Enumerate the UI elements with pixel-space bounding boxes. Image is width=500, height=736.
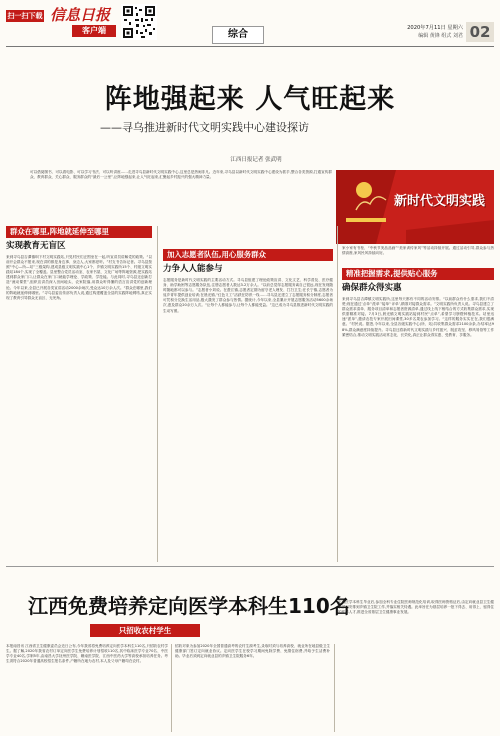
lead-byline: 江西日报记者 张武明: [230, 157, 282, 163]
col3-intro: 家小家有书柜、“中秋节美品品画”“美家训传家风”等活动持续开展。通过活动引导,群众参与热情高涨,家风民风持续向好。: [342, 246, 494, 256]
bottom-divider-1: [171, 644, 172, 732]
section-box: [212, 26, 264, 44]
new-era-banner: [336, 170, 494, 244]
col3-body: 来到寻乌县吉潭镇文明实践所,这里每天都有不同的活动安排。“以前群众有什么需求,我们不清楚;现在通过‘点单’‘派单’‘接单’‘评单’,精准对接群众需求。”文明实践所负责人说。寻乌县建立了群众需求清单、服务项目清单和志愿者资源清单,通过线上线下相结合的方式收集群众需求,实现供需精准对接。7月3日,晨光镇文明实践站接到村民“点单”,希望学习脐橙种植技术。站里迅速“派单”,邀请农技专家开展田间课堂,30多名果农参加学习。“这样的服务实实在在,我们很满意。”村民说。据悉,今年以来,全县各级实践中心(所、站)共收集群众需求2100余条,办结率达98%,群众满意度持续提升。寻乌县还将新时代文明实践与乡村振兴、脱贫攻坚、移风易俗等工作紧密结合,推动文明实践活动常态化、长效化,真正让群众得实惠、受教育、享服务。: [342, 297, 494, 337]
masthead: [0, 0, 500, 48]
qr-code-icon[interactable]: [121, 4, 157, 40]
col3-subheading: 确保群众得实惠: [342, 283, 402, 293]
bottom-title: 江西免费培养定向医学本科生110名: [28, 594, 350, 618]
newspaper-logo: 信息日报: [50, 6, 111, 24]
masthead-divider: [6, 46, 494, 47]
bottom-body-mid: 招收对象为参加2020年全国普通高考的农村生源考生,录取时须与培养高校、就业所在地县级卫生健康部门签订定向就业协议。定向医学生在校学习期间免除学费、免缴住宿费,并给予生活费补助。毕业后须到定向就业县的乡镇卫生院服务6年。: [175, 644, 330, 659]
col2-subheading: 力争人人能参与: [163, 264, 223, 274]
col2-heading: 加入志愿者队伍,用心服务群众: [163, 249, 333, 261]
section-label: 综合: [228, 29, 248, 40]
editor-line: 编辑 黄锋 组式 刘君: [418, 33, 463, 39]
lead-intro: 可以借阅图书、可以看电影、可以学习书法、可以听讲座……走进寻乌县新时代文明实践中心,这里总是热闹非凡。近年来,寻乌县以新时代文明实践中心建设为抓手,整合各类资源,打通宣传群众、教育群众、关心群众、服务群众的“最后一公里”,让阵地强起来,让人气旺起来,汇聚起乡村振兴的强大精神力量。: [30, 170, 332, 180]
column-divider-1: [157, 226, 158, 562]
bottom-divider: [6, 566, 494, 567]
col1-body: 来到寻乌县吉潭镇圳下村文明实践站,只见村民们正围坐在一起,听宣讲员讲解党的政策。“以前开会群众不愿来,现在讲的都是身边事、身边人,大家都爱听。”村支书告诉记者。寻乌县按照“中心—所—站”三级架构,建成县级文明实践中心1个、乡镇文明实践所15个、村级文明实践站184个,实现了全覆盖。县里整合党员活动室、农家书屋、文化广场等阵地资源,把实践站建到群众家门口,让群众在家门口就能学理论、学政策、学技能。与此同时,寻乌县还创新打造“流动课堂”,组织宣讲员深入田间地头、农家院落,用群众听得懂的语言宣讲党的创新理论。今年以来,全县已开展各类宣讲活动2000余场次,受众达10万余人次。“群众在哪里,我们的阵地就延伸到哪里。”寻乌县委宣传部负责人说,通过构建覆盖全县的实践阵地网络,真正实现了教育引导群众无盲区、无死角。: [6, 255, 152, 300]
date-line: 2020年7月11日 星期六: [407, 25, 463, 31]
col1-subheading: 实现教育无盲区: [6, 241, 66, 251]
scan-label: 扫一扫下载: [7, 12, 43, 20]
page-number: 02: [466, 22, 494, 42]
banner-text: 新时代文明实践: [394, 194, 486, 209]
lead-subtitle: ——寻乌推进新时代文明实践中心建设探访: [100, 121, 309, 134]
bottom-body-right: 定向医学本科生毕业后,参加全科专业住院医师规范化培训,取得医师资格证后,由定向就业县卫生健康部门安排到乡镇卫生院工作,并落实相关待遇。此举旨在为基层培养一批下得去、用得上、留得住的医学人才,推进全省基层卫生健康事业发展。: [338, 600, 494, 615]
col3-heading: 精准把握需求,提供贴心服务: [342, 268, 494, 280]
bottom-body-left: 本报南昌讯 江西省卫生健康委员会近日公布,今年我省将免费培养定向医学本科生110名,只招收农村学生。据了解,2020年我省农村订单定向医学生免费培养计划招收110名,其中临床医学专业70名、中医学专业40名,学制5年,由南昌大学抚州医学院、赣南医学院、江西中医药大学等高校承担培养任务。考生须符合2020年普通高校招生报名条件,户籍所在地为农村,本人及父母户籍均在农村。: [6, 644, 168, 664]
client-label: 客户端: [72, 25, 116, 37]
lead-title: 阵地强起来 人气旺起来: [104, 84, 396, 115]
column-divider-2: [337, 226, 338, 562]
col2-body: 志愿服务是新时代文明实践的主要活动方式。寻乌县组建了理论政策宣讲、文化文艺、科学普及、医疗健身、助学助困等志愿服务队伍,注册志愿者人数达3.2万余人。“以前总觉得志愿服务离自己很远,现在发现随时随地都可以参与。”志愿者小刘说。在澄江镇,志愿者定期为留守老人理发、打扫卫生;在长宁镇,志愿者为返乡青年提供创业培训;在晨光镇,“红色义工”活跃在防汛一线……寻乌县还建立了志愿服务积分制度,志愿者可凭积分兑换生活用品,极大激发了群众参与热情。据统计,今年以来,全县累计开展志愿服务活动5600余场次,惠及群众20余万人次。“让每个人都能参与,让每个人都能受益。”这已成为寻乌县推进新时代文明实践的生动写照。: [163, 278, 333, 313]
bottom-tag: 只招收农村学生: [90, 624, 200, 637]
col1-heading: 群众在哪里,阵地就延伸至哪里: [6, 226, 152, 238]
bottom-divider-2: [334, 644, 335, 732]
